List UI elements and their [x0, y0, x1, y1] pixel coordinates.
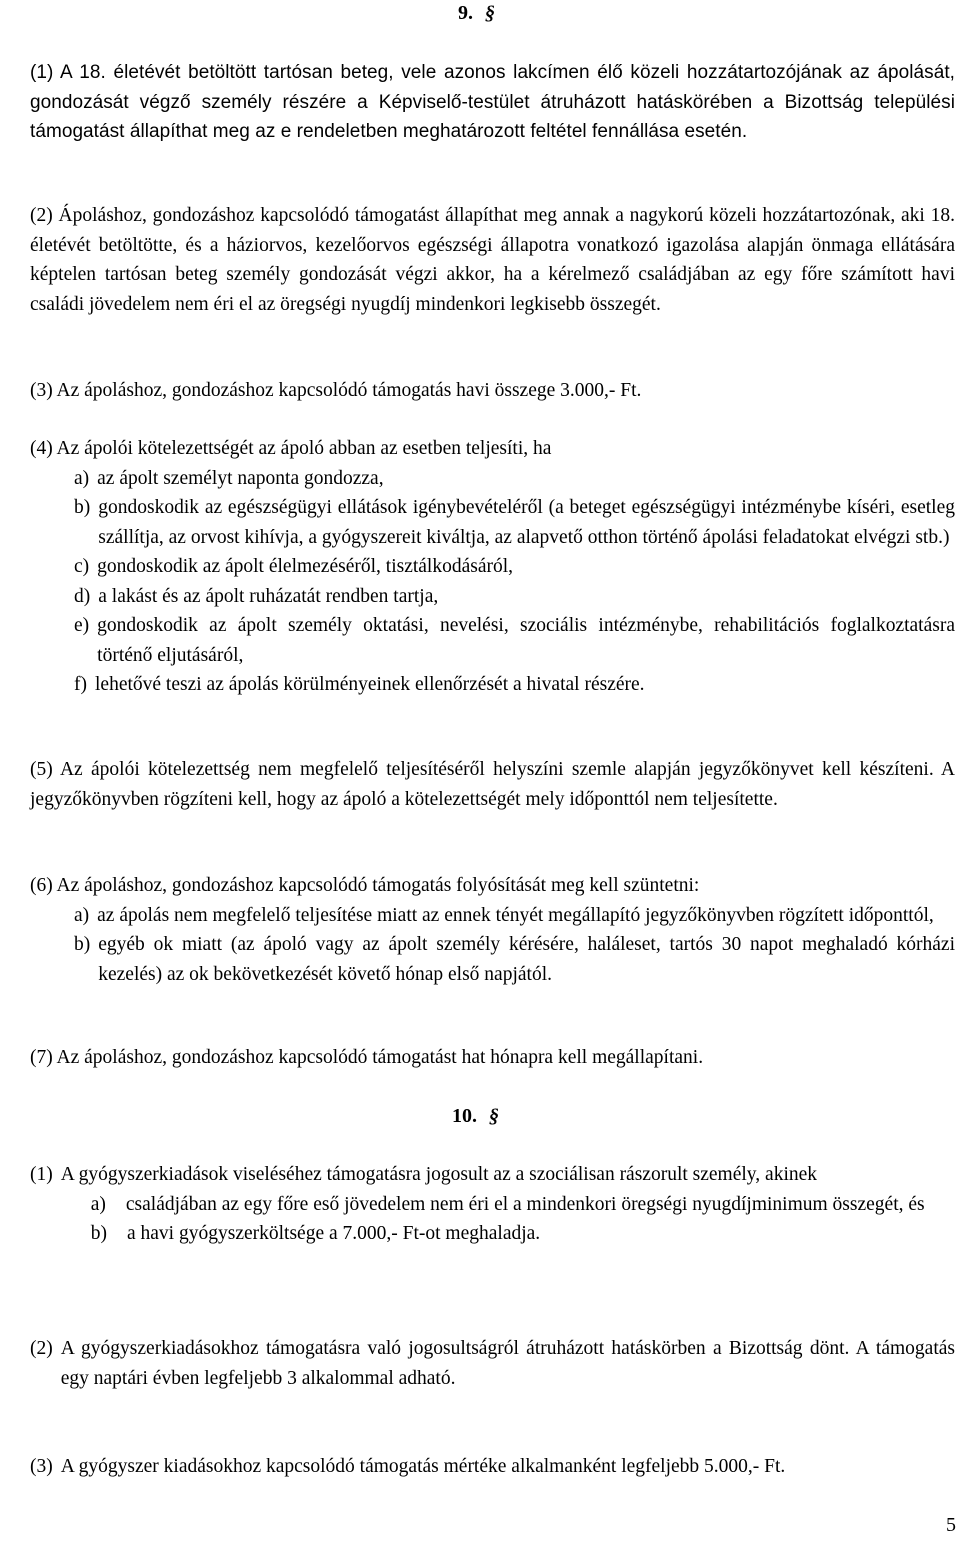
- section-symbol: §: [485, 2, 495, 24]
- item-label: f): [74, 674, 87, 695]
- section-10-paragraph-3: [30, 1452, 955, 1482]
- paragraph-label: (3): [30, 1456, 53, 1477]
- paragraph-text: (1) A 18. életévét betöltött tartósan beteg, vele azonos lakcímen élő közeli hozzátartozójának az ápolását, gondozását végző személy részére a Képviselő-testület átruházott hatáskörében a Bizottság települési támogatást állapíthat meg az e rendeletben meghatározott feltétel fennállása esetén.: [30, 62, 955, 142]
- item-text: az ápolt személyt naponta gondozza,: [97, 467, 384, 489]
- paragraph-text: (2) Ápoláshoz, gondozáshoz kapcsolódó támogatást állapíthat meg annak a nagykorú közeli hozzátartozónak, aki 18. életévét betöltötte, és a háziorvos, kezelőorvos egészségi állapotra vonatkozó igazolása alapján önmaga ellátására képtelen tartósan beteg személy gondozását végzi akkor, ha a kérelmező családjában az egy főre számított havi családi jövedelem nem éri el az öregségi nyugdíj mindenkori legkisebb összegét.: [30, 205, 955, 315]
- paragraph-row: [30, 1452, 955, 1482]
- section-9-paragraph-4: [30, 434, 955, 700]
- section-number: 9.: [458, 2, 473, 24]
- list-item: [74, 493, 955, 552]
- paragraph-text: (7) Az ápoláshoz, gondozáshoz kapcsolódó támogatást hat hónapra kell megállapítani.: [30, 1047, 704, 1068]
- item-text: lehetővé teszi az ápolás körülményeinek ellenőrzését a hivatal részére.: [95, 674, 645, 695]
- item-label: b): [74, 934, 91, 955]
- item-text: gondoskodik az ápolt élelmezéséről, tisztálkodásáról,: [97, 556, 514, 577]
- list-item: [74, 611, 955, 670]
- paragraph-label: (2): [30, 1338, 53, 1359]
- list-item: [74, 901, 955, 931]
- list-item: [91, 1219, 955, 1249]
- section-9-heading: [458, 2, 495, 25]
- section-10-paragraph-1: [30, 1160, 955, 1249]
- item-label: e): [74, 615, 90, 636]
- section-9-paragraph-7: [30, 1043, 955, 1073]
- paragraph-label: (1): [30, 1164, 53, 1185]
- item-label: b): [74, 497, 91, 518]
- section-9-paragraph-6: [30, 871, 955, 989]
- item-text: a lakást és az ápolt ruházatát rendben tartja,: [98, 585, 439, 607]
- section-9-paragraph-2: [30, 201, 955, 319]
- paragraph-text: A gyógyszer kiadásokhoz kapcsolódó támogatás mértéke alkalmanként legfeljebb 5.000,- Ft.: [60, 1456, 786, 1477]
- paragraph-intro: (6) Az ápoláshoz, gondozáshoz kapcsolódó támogatás folyósítását meg kell szüntetni:: [30, 875, 700, 896]
- list-item: [91, 1190, 955, 1220]
- list-item: [74, 464, 955, 494]
- list-item: [74, 582, 955, 612]
- item-text: az ápolás nem megfelelő teljesítése miatt az ennek tényét megállapító jegyzőkönyvben rögzített időponttól,: [97, 904, 934, 926]
- item-text: családjában az egy főre eső jövedelem nem éri el a mindenkori öregségi nyugdíjminimum összegét, és: [125, 1193, 925, 1215]
- list-item: [74, 930, 955, 989]
- section-10-paragraph-2: [30, 1334, 955, 1393]
- paragraph-row: [30, 1334, 955, 1393]
- item-text: egyéb ok miatt (az ápoló vagy az ápolt személy kérésére, haláleset, tartós 30 napot meghaladó kórházi kezelés) az ok bekövetkezését követő hónap első napjától.: [98, 934, 955, 985]
- paragraph-row: [30, 1160, 955, 1249]
- item-label: c): [74, 556, 90, 577]
- paragraph-intro: A gyógyszerkiadások viseléséhez támogatásra jogosult az a szociálisan rászorult személy, akinek: [60, 1164, 818, 1185]
- item-label: a): [74, 904, 90, 926]
- section-9-paragraph-5: [30, 755, 955, 814]
- list-item: [74, 552, 955, 582]
- item-label: a): [74, 467, 90, 489]
- item-label: a): [90, 1193, 106, 1215]
- item-label: b): [90, 1223, 107, 1244]
- section-number: 10.: [452, 1105, 477, 1127]
- section-10-heading: [452, 1105, 499, 1128]
- page-number: 5: [946, 1514, 956, 1536]
- paragraph-body: [61, 1160, 955, 1249]
- item-text: a havi gyógyszerköltsége a 7.000,- Ft-ot meghaladja.: [127, 1223, 541, 1244]
- item-text: gondoskodik az egészségügyi ellátások igénybevételéről (a beteget egészségügyi intézménybe kíséri, esetleg szállítja, az orvost kihívja, a gyógyszereit kiváltja, az alapvető otthon történő ápolási feladatokat elvégzi stb.): [98, 497, 955, 548]
- paragraph-text: (5) Az ápolói kötelezettség nem megfelelő teljesítéséről helyszíni szemle alapján jegyzőkönyvet kell készíteni. A jegyzőkönyvben rögzíteni kell, hogy az ápoló a kötelezettségét mely időponttól nem teljesítette.: [30, 759, 955, 810]
- item-label: d): [74, 585, 91, 607]
- paragraph-intro: (4) Az ápolói kötelezettségét az ápoló abban az esetben teljesíti, ha: [30, 438, 552, 459]
- paragraph-text: A gyógyszerkiadásokhoz támogatásra való jogosultságról átruházott hatáskörben a Bizottság dönt. A támogatás egy naptári évben legfeljebb 3 alkalommal adható.: [60, 1338, 955, 1389]
- paragraph-text: (3) Az ápoláshoz, gondozáshoz kapcsolódó támogatás havi összege 3.000,- Ft.: [30, 380, 642, 401]
- section-symbol: §: [489, 1105, 499, 1127]
- section-9-paragraph-1: [30, 58, 955, 147]
- section-9-paragraph-3: [30, 376, 955, 406]
- item-text: gondoskodik az ápolt személy oktatási, nevelési, szociális intézménybe, rehabilitációs foglalkoztatásra történő eljutásáról,: [97, 615, 955, 666]
- list-item: [74, 670, 955, 700]
